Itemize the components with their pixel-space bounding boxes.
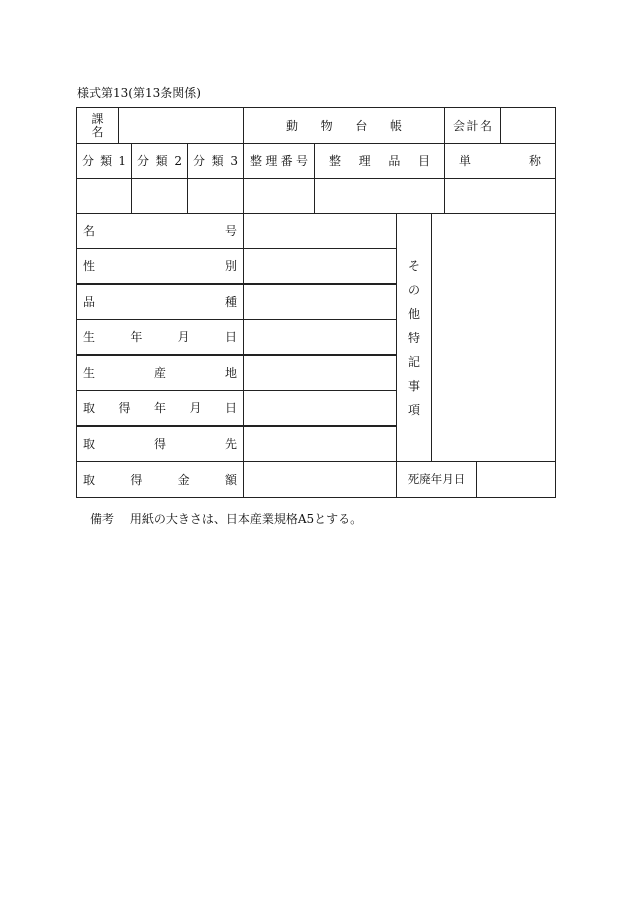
column-label-part: 品	[388, 154, 401, 168]
column-label-part: 3	[230, 154, 238, 168]
section-name-label	[76, 107, 119, 144]
special-notes-char: の	[407, 282, 420, 297]
field-sex	[76, 248, 244, 284]
section-name-char: 名	[91, 124, 104, 139]
field-acquisition-date-value[interactable]	[243, 390, 397, 426]
field-label-char: 種	[224, 295, 237, 309]
section-name-value[interactable]	[118, 107, 244, 144]
field-acquired-from-value[interactable]	[243, 426, 397, 462]
acquisition-amount-value[interactable]	[243, 461, 397, 498]
field-label-char: 金	[177, 472, 190, 487]
field-label-char: 別	[224, 259, 237, 273]
death-disposal-date-label: 死廃年月日	[396, 461, 477, 498]
field-breed	[76, 284, 244, 320]
column-label-part: 整	[250, 154, 263, 168]
field-label-char: 性	[83, 259, 96, 273]
field-label-char: 地	[224, 366, 237, 380]
field-label-char: 額	[224, 472, 237, 487]
ledger-title-char: 帳	[389, 118, 402, 133]
ledger-title-char: 台	[355, 118, 368, 133]
field-label-char: 年	[153, 401, 166, 415]
column-label-part: 分	[193, 154, 206, 168]
special-notes-char: 事	[407, 378, 420, 393]
field-sex-value[interactable]	[243, 248, 397, 284]
column-label-part: 2	[174, 154, 182, 168]
form-number: 様式第13(第13条関係)	[77, 86, 201, 100]
column-class2	[131, 143, 188, 179]
field-label-char: 先	[224, 437, 237, 451]
field-acquisition-date	[76, 390, 244, 426]
column-tani	[444, 143, 556, 179]
column-label-part: 号	[295, 154, 308, 168]
field-birth-date	[76, 319, 244, 355]
seiri-hinmoku-value[interactable]	[314, 178, 445, 214]
special-notes-char: 記	[407, 354, 420, 369]
column-label-part: 理	[265, 154, 278, 168]
field-label-char: 得	[118, 401, 131, 415]
special-notes-char: そ	[407, 258, 420, 273]
field-name	[76, 213, 244, 249]
column-label-part: 番	[280, 154, 293, 168]
field-birthplace	[76, 355, 244, 391]
column-label-part: 1	[118, 154, 126, 168]
special-notes-char: 他	[407, 306, 420, 321]
field-label-char: 月	[177, 330, 190, 344]
field-label-char: 日	[224, 401, 237, 415]
seiri-bango-value[interactable]	[243, 178, 315, 214]
field-label-char: 得	[130, 472, 143, 487]
field-breed-value[interactable]	[243, 284, 397, 320]
column-label-part: 単	[459, 154, 472, 168]
field-label-char: 号	[224, 224, 237, 238]
footnote	[90, 510, 362, 527]
special-notes-char: 特	[407, 330, 420, 345]
column-label-part: 分	[137, 154, 150, 168]
accounting-name-value[interactable]	[500, 107, 556, 144]
section-name-char: 課	[91, 111, 104, 126]
column-class1	[76, 143, 132, 179]
accounting-name-label	[444, 107, 501, 144]
special-notes-char: 項	[407, 402, 420, 417]
column-label-part: 類	[155, 154, 168, 168]
field-label-char: 月	[189, 401, 202, 415]
column-label-part: 分	[82, 154, 95, 168]
field-label-char: 品	[83, 295, 96, 309]
animal-ledger-form	[76, 107, 556, 499]
tani-value[interactable]	[444, 178, 556, 214]
class1-value[interactable]	[76, 178, 132, 214]
accounting-name-char: 名	[479, 118, 492, 133]
field-acquired-from	[76, 426, 244, 462]
field-label-char: 取	[83, 437, 96, 451]
column-label-part: 目	[417, 154, 430, 168]
footnote-label: 備考	[90, 512, 115, 526]
column-label-part: 称	[528, 154, 541, 168]
field-label-char: 取	[83, 472, 96, 487]
ledger-title	[243, 107, 445, 144]
field-label-char: 産	[153, 366, 166, 380]
column-label-part: 理	[358, 154, 371, 168]
column-label-part: 類	[100, 154, 113, 168]
class3-value[interactable]	[187, 178, 244, 214]
ledger-title-char: 物	[320, 118, 333, 133]
column-seiri-bango	[243, 143, 315, 179]
field-label-char: 取	[83, 401, 96, 415]
field-label-char: 日	[224, 330, 237, 344]
accounting-name-char: 会	[453, 118, 466, 133]
field-birth-date-value[interactable]	[243, 319, 397, 355]
field-label-char: 生	[83, 366, 96, 380]
accounting-name-char: 計	[466, 118, 479, 133]
footnote-text: 用紙の大きさは、日本産業規格A5とする。	[129, 512, 363, 526]
field-birthplace-value[interactable]	[243, 355, 397, 391]
field-label-char: 得	[153, 437, 166, 451]
special-notes-label	[396, 213, 432, 462]
column-class3	[187, 143, 244, 179]
ledger-title-char: 動	[286, 118, 299, 133]
field-label-char: 生	[83, 330, 96, 344]
special-notes-value[interactable]	[431, 213, 556, 462]
class2-value[interactable]	[131, 178, 188, 214]
column-seiri-hinmoku	[314, 143, 445, 179]
column-label-part: 類	[211, 154, 224, 168]
field-label-char: 名	[83, 224, 96, 238]
death-disposal-date-value[interactable]	[476, 461, 556, 498]
field-name-value[interactable]	[243, 213, 397, 249]
field-acquisition-amount	[76, 461, 244, 498]
column-label-part: 整	[329, 154, 342, 168]
field-label-char: 年	[130, 330, 143, 344]
